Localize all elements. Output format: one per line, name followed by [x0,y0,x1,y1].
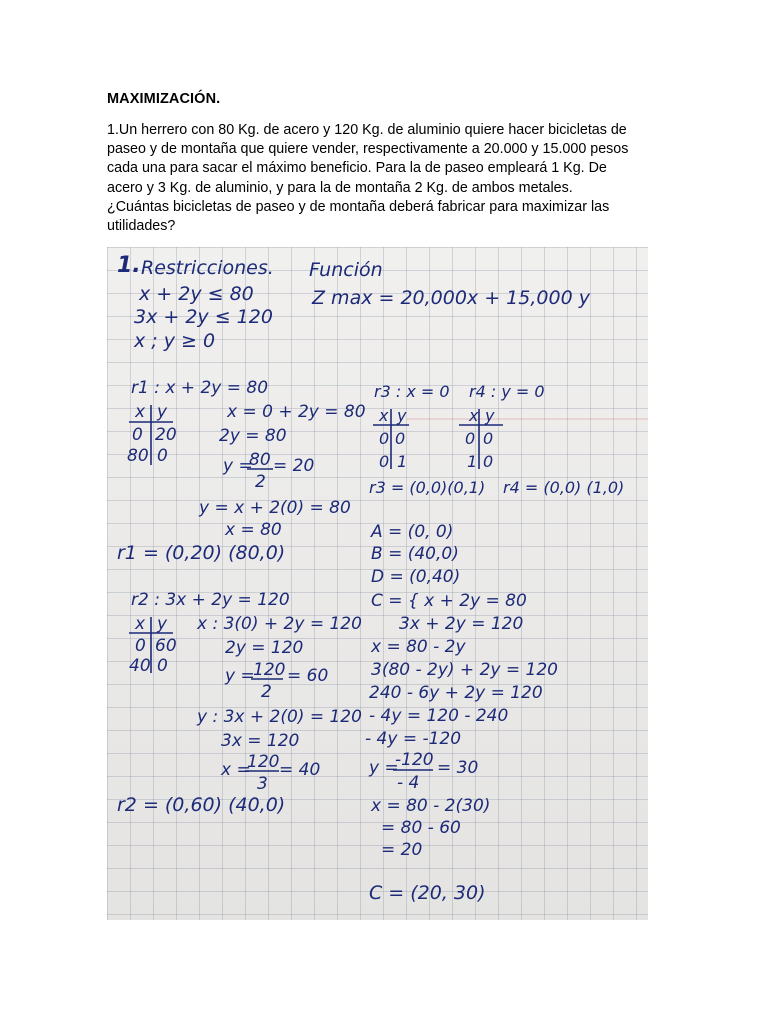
r4-table-x: 0 [465,429,476,448]
vertex-c-system: 3x + 2y = 120 [399,614,524,634]
solve-fraction-denominator: - 4 [397,773,420,793]
r1-table-header-y: y [157,402,168,422]
constraint-2: 3x + 2y ≤ 120 [134,306,273,328]
r3-points: r3 = (0,0)(0,1) [369,478,486,497]
r2-fraction-numerator: 120 [253,660,286,680]
r2-fraction-denominator: 2 [261,682,272,702]
r2-step: 2y = 120 [225,638,304,658]
r2-step: x = [221,760,251,780]
r4-table-x: 1 [467,452,478,471]
r1-step: y = x + 2(0) = 80 [199,498,351,518]
r2-equation: r2 : 3x + 2y = 120 [131,590,290,610]
problem-statement [107,121,667,236]
solve-step: y = [369,758,399,778]
r1-table-x: 0 [132,425,143,445]
restricciones-heading: Restricciones. [141,257,274,279]
problem-line: 1.Un herrero con 80 Kg. de acero y 120 Kg. de aluminio quiere hacer bicicletas de [107,122,627,138]
r1-fraction-numerator: 80 [249,450,271,470]
vertex-c-result: C = (20, 30) [369,882,486,904]
r1-fraction-denominator: 2 [255,472,266,492]
handwritten-notes-photo [107,247,648,920]
objective-function: Z max = 20,000x + 15,000 y [312,287,590,309]
r2-step: = 40 [279,760,321,780]
r1-table-header-x: x [135,402,146,422]
r1-step: 2y = 80 [219,426,287,446]
problem-line: cada una para sacar el máximo beneficio. Para la de paseo empleará 1 Kg. De [107,160,607,177]
r1-equation: r1 : x + 2y = 80 [131,378,269,398]
page-title: MAXIMIZACIÓN. [107,91,221,107]
r2-step: 3x = 120 [221,731,300,751]
r2-fraction-numerator: 120 [247,752,280,772]
r2-fraction-denominator: 3 [257,774,268,794]
r3-table-x: 0 [379,429,390,448]
r3-equation: r3 : x = 0 [374,382,450,401]
problem-line: acero y 3 Kg. de aluminio, y para la de montaña 2 Kg. de ambos metales. [107,179,573,196]
vertex-a: A = (0, 0) [371,522,454,542]
exercise-number: 1. [117,253,141,278]
constraint-3: x ; y ≥ 0 [134,330,216,352]
solve-step: - 4y = 120 - 240 [369,706,509,726]
solve-step: x = 80 - 2(30) [371,796,491,816]
r4-points: r4 = (0,0) (1,0) [503,478,625,497]
r4-table-header-x: x [469,406,479,425]
r1-step: y = [223,456,253,476]
r2-table-x: 0 [135,636,146,656]
r3-table-y: 1 [397,452,408,471]
solve-fraction-numerator: -120 [395,750,434,770]
r4-table-y: 0 [483,429,494,448]
r3-table-header-x: x [379,406,389,425]
r2-table-header-x: x [135,614,146,634]
r2-step: = 60 [287,666,329,686]
r1-table-y: 20 [155,425,177,445]
problem-line: ¿Cuántas bicicletas de paseo y de montaña deberá fabricar para maximizar las [107,198,610,215]
r1-step: x = 80 [225,520,282,540]
solve-step: = 80 - 60 [381,818,461,838]
vertex-c-system: C = { x + 2y = 80 [371,591,527,611]
r2-table-y: 60 [155,636,177,656]
r4-table-y: 0 [483,452,494,471]
funcion-heading: Función [309,259,383,281]
r1-table-y: 0 [157,446,168,466]
r3-table-header-y: y [397,406,407,425]
r3-table-y: 0 [395,429,406,448]
solve-step: - 4y = -120 [365,729,462,749]
r2-table-header-y: y [157,614,168,634]
r3-table-x: 0 [379,452,390,471]
solve-step: 240 - 6y + 2y = 120 [369,683,543,703]
handwritten-notes [107,247,648,920]
r4-equation: r4 : y = 0 [469,382,545,401]
r1-points: r1 = (0,20) (80,0) [117,542,286,564]
r2-points: r2 = (0,60) (40,0) [117,794,286,816]
solve-step: x = 80 - 2y [371,637,466,657]
r1-step: = 20 [273,456,315,476]
r2-step: x : 3(0) + 2y = 120 [197,614,362,634]
r1-step: x = 0 + 2y = 80 [227,402,366,422]
r1-table-x: 80 [127,446,149,466]
constraint-1: x + 2y ≤ 80 [139,283,254,305]
r2-table-x: 40 [129,656,151,676]
r2-step: y : 3x + 2(0) = 120 [197,707,362,727]
vertex-b: B = (40,0) [371,544,459,564]
solve-step: = 30 [437,758,479,778]
problem-line: utilidades? [107,218,176,235]
solve-step: 3(80 - 2y) + 2y = 120 [371,660,558,680]
solve-step: = 20 [381,840,423,860]
vertex-d: D = (0,40) [371,567,461,587]
r2-table-y: 0 [157,656,168,676]
problem-line: paseo y de montaña que quiere vender, respectivamente a 20.000 y 15.000 pesos [107,141,629,158]
r4-table-header-y: y [485,406,495,425]
r2-step: y = [225,666,255,686]
